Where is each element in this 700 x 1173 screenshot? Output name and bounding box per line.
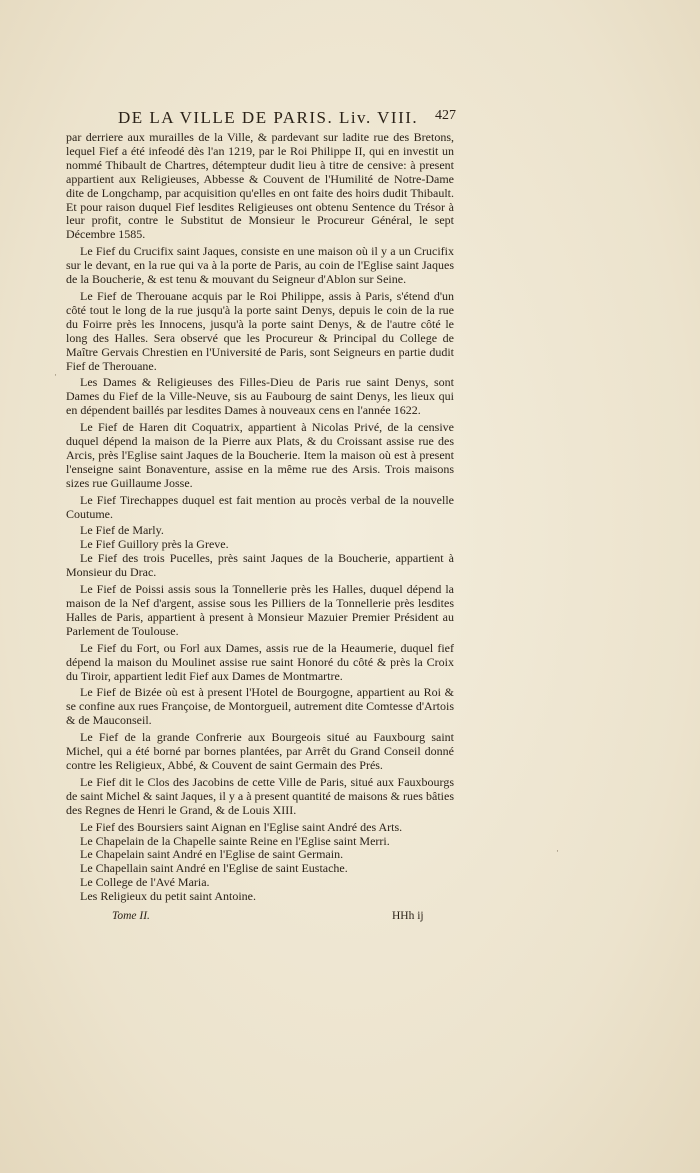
paragraph: Le Fief du Crucifix saint Jaques, consiste en une maison où il y a un Crucifix sur le devant, en la rue qui va à la porte de Paris, au coin de l'Eglise saint Jaques de la Boucherie, & est tenu & mouvant du Seigneur d'Ablon sur Seine. (66, 244, 454, 287)
paragraph: Le Chapellain saint André en l'Eglise de saint Eustache. (80, 861, 348, 876)
paragraph: Le College de l'Avé Maria. (80, 875, 210, 890)
signature-mark: HHh ij (392, 910, 424, 922)
paragraph: Le Fief dit le Clos des Jacobins de cette Ville de Paris, situé aux Fauxbourgs de saint Michel & saint Jaques, il y a à present quantité de maisons & rues bâties des Regnes de Henri le Grand, & de Louis XIII. (66, 774, 454, 817)
paragraph: Le Chapelain de la Chapelle sainte Reine en l'Eglise saint Merri. (80, 833, 390, 848)
paragraph: Le Fief de Therouane acquis par le Roi Philippe, assis à Paris, s'étend d'un côté tout le long de la rue jusqu'à la porte saint Denys, depuis le coin de la rue du Foirre près les Innocens, jusqu'à la porte saint Denys, & de l'autre côté le long des Halles. Sera observé que les Procureur & Principal du College de Maître Gervais Chrestien en l'Université de Paris, sont Seigneurs en partie dudit Fief de Therouane. (66, 288, 454, 373)
margin-speck-icon: · (556, 846, 559, 856)
paragraph: Le Fief de Marly. (80, 523, 164, 538)
paragraph: Le Fief Tirechappes duquel est fait mention au procès verbal de la nouvelle Coutume. (66, 492, 454, 521)
running-title: DE LA VILLE DE PARIS. Liv. VIII. (118, 108, 419, 127)
paragraph: par derriere aux murailles de la Ville, & pardevant sur ladite rue des Bretons, lequel Fief a été infeodé dès l'an 1219, par le Roi Philippe II, qui en investit un nommé Thibault de Chartres, détempteur dudit lieu à titre de censive: à present appartient aux Religieuses, Abbesse & Couvent de l'Humilité de Notre-Dame dite de Longchamp, par acquisition qu'elles en ont faite des hoirs dudit Thibault. Et pour raison duquel Fief lesdites Religieuses ont obtenu Sentence du Trésor à leur profit, contre le Substitut de Monsieur le Procureur Général, le sept Décembre 1585. (66, 130, 454, 242)
paragraph: Le Fief des Boursiers saint Aignan en l'Eglise saint André des Arts. (80, 819, 403, 834)
page-number: 427 (435, 108, 456, 123)
paragraph: Le Fief de Bizée où est à present l'Hotel de Bourgogne, appartient au Roi & se confine aux rues Françoise, de Montorgueil, autrement dite Comtesse d'Artois & de Mauconseil. (66, 685, 454, 728)
paragraph: Le Chapelain saint André en l'Eglise de saint Germain. (80, 847, 344, 862)
paragraph: Le Fief de la grande Confrerie aux Bourgeois situé au Fauxbourg saint Michel, qui a été borné par bornes plantées, par Arrêt du Grand Conseil donné contre les Religieux, Abbé, & Couvent de saint Germain des Prés. (66, 730, 454, 772)
running-header (66, 106, 456, 128)
paragraph: Le Fief du Fort, ou Forl aux Dames, assis rue de la Heaumerie, duquel fief dépend la maison du Moulinet assise rue saint Honoré du côté & près la Croix du Tiroir, appartient ledit Fief aux Dames de Montmartre. (66, 640, 454, 683)
paragraph: Le Fief de Haren dit Coquatrix, appartient à Nicolas Privé, de la censive duquel dépend la maison de la Pierre aux Plats, & du Croissant assise rue des Arcis, près l'Eglise saint Jaques de la Boucherie. Item la maison où est à present l'enseigne saint Bonaventure, assise en la même rue des Arsis. Trois maisons sizes rue Guillaume Josse. (66, 420, 454, 490)
paragraph: Le Fief de Poissi assis sous la Tonnellerie près les Halles, duquel dépend la maison de la Nef d'argent, assise sous les Pilliers de la Tonnellerie près lesdites Halles de Paris, appartient à present à Monsieur Mazuier Premier Président au Parlement de Toulouse. (66, 582, 454, 638)
paragraph: Les Dames & Religieuses des Filles-Dieu de Paris rue saint Denys, sont Dames du Fief de la Ville-Neuve, sis au Faubourg de saint Denys, les lieux qui en dépendent baillés par lesdites Dames à nouveaux cens en l'année 1622. (66, 375, 454, 418)
paragraph: Le Fief Guillory près la Greve. (80, 537, 229, 552)
margin-speck-icon: · (54, 370, 57, 380)
page-footer (112, 910, 442, 928)
page-body (66, 131, 454, 904)
volume-label: Tome II. (112, 910, 150, 922)
paragraph: Les Religieux du petit saint Antoine. (80, 889, 256, 904)
paragraph: Le Fief des trois Pucelles, près saint Jaques de la Boucherie, appartient à Monsieur du Drac. (66, 551, 454, 580)
